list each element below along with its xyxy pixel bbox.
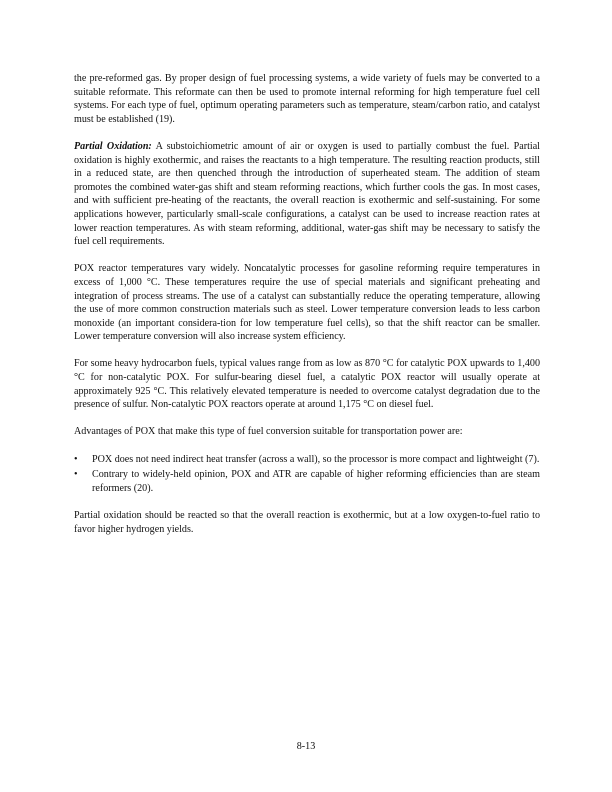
partial-oxidation-body: A substoichiometric amount of air or oxygen is used to partially combust the fuel. Partial oxidation is highly exothermic, and raises the reactants to a high temperature. The resulting reaction products, still in a reduced state, are then quenched through the introduction of superheated steam. The addition of steam promotes the combined water-gas shift and steam reforming reactions, which further cools the gas. In most cases, and with sufficient pre-heating of the reactants, the overall reaction is exothermic and self-sustaining. For some applications however, particularly small-scale configurations, a catalyst can be used to increase reaction rates at lower reaction temperatures. As with steam reforming, additional, water-gas shift may be necessary to satisfy the fuel cell requirements. (74, 140, 540, 248)
partial-oxidation-heading: Partial Oxidation: (74, 140, 152, 152)
list-item-text: POX does not need indirect heat transfer (across a wall), so the processor is more compact and lightweight (7). (92, 453, 540, 465)
advantages-list (74, 453, 540, 496)
list-item (74, 468, 540, 495)
paragraph-heavy-fuels: For some heavy hydrocarbon fuels, typical values range from as low as 870 °C for catalytic POX upwards to 1,400 °C for non-catalytic POX. For sulfur-bearing diesel fuel, a catalytic POX reactor will usually operate at approximately 925 °C. This relatively elevated temperature is needed to overcome catalyst degradation due to the presence of sulfur. Non-catalytic POX reactors operate at around 1,175 °C on diesel fuel. (74, 358, 540, 411)
paragraph-partial-oxidation (74, 140, 540, 249)
page-number: 8-13 (296, 741, 316, 752)
list-item (74, 453, 540, 467)
bullet-icon: • (74, 453, 78, 465)
paragraph-advantages-intro: Advantages of POX that make this type of fuel conversion suitable for transportation power are: (74, 426, 463, 438)
paragraph-intro: the pre-reformed gas. By proper design of fuel processing systems, a wide variety of fuels may be converted to a suitable reformate. This reformate can then be used to promote internal reforming for high temperature fuel cell systems. For each type of fuel, optimum operating parameters such as temperature, steam/carbon ratio, and catalyst must be established (19). (74, 73, 540, 125)
bullet-icon: • (74, 469, 78, 481)
paragraph-conclusion: Partial oxidation should be reacted so that the overall reaction is exothermic, but at a low oxygen-to-fuel ratio to favor higher hydrogen yields. (74, 510, 540, 535)
paragraph-pox-temperatures: POX reactor temperatures vary widely. Noncatalytic processes for gasoline reforming require temperatures in excess of 1,000 °C. These temperatures require the use of special materials and significant preheating and integration of process streams. The use of a catalyst can substantially reduce the operating temperature, allowing the use of more common construction materials such as steel. Lower temperature conversion leads to less carbon monoxide (an important considera-tion for low temperature fuel cells), so that the shift reactor can be smaller. Lower temperature conversion will also increase system efficiency. (74, 263, 540, 343)
body-text (74, 72, 540, 550)
list-item-text: Contrary to widely-held opinion, POX and ATR are capable of higher reforming efficiencies than are steam reformers (20). (92, 469, 540, 494)
